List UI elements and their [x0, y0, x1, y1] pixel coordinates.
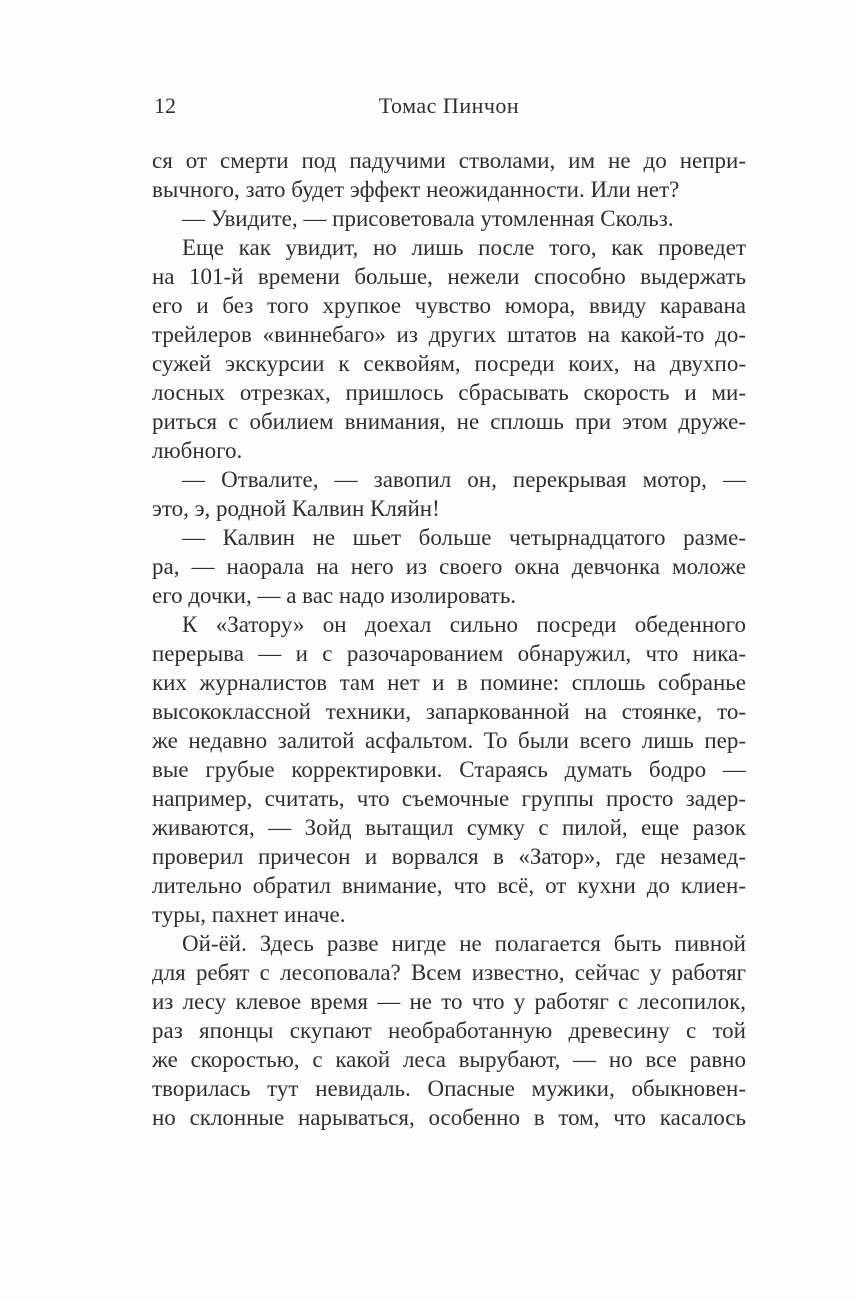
page-number: 12: [154, 93, 176, 118]
text-line: риться с обилием внимания, не сплошь при этом друже-: [152, 409, 746, 434]
page-header: [152, 93, 746, 123]
text-line: Ой-ёй. Здесь разве нигде не полагается быть пивной: [182, 931, 746, 956]
text-line: его дочки, — а вас надо изолировать.: [152, 583, 517, 608]
text-line: Еще как увидит, но лишь после того, как проведет: [182, 235, 746, 260]
text-line: трейлеров «виннебаго» из других штатов на какой-то до-: [152, 322, 746, 347]
text-line: лительно обратил внимание, что всё, от кухни до клиен-: [152, 873, 746, 898]
text-line: ра, — наорала на него из своего окна девчонка моложе: [152, 554, 746, 579]
text-line: например, считать, что съемочные группы просто задер-: [152, 786, 746, 811]
text-line: — Отвалите, — завопил он, перекрывая мотор, —: [182, 467, 746, 492]
text-line: живаются, — Зойд вытащил сумку с пилой, еще разок: [152, 815, 746, 840]
text-line: сужей экскурсии к секвойям, посреди коих, на двухпо-: [152, 351, 746, 376]
text-line: любного.: [152, 438, 243, 463]
text-line: лосных отрезках, пришлось сбрасывать скорость и ми-: [152, 380, 746, 405]
text-line: для ребят с лесоповала? Всем известно, сейчас у работяг: [152, 960, 746, 985]
text-line: из лесу клевое время — не то что у работяг с лесопилок,: [152, 989, 746, 1014]
text-line: раз японцы скупают необработанную древесину с той: [152, 1018, 746, 1043]
text-line: это, э, родной Калвин Кляйн!: [152, 496, 440, 521]
text-line: высококлассной техники, запаркованной на стоянке, то-: [152, 699, 746, 724]
text-line: К «Затору» он доехал сильно посреди обеденного: [182, 612, 746, 637]
text-line: же скоростью, с какой леса вырубают, — но все равно: [152, 1047, 746, 1072]
text-line: но склонные нарываться, особенно в том, что касалось: [152, 1105, 746, 1130]
text-line: же недавно залитой асфальтом. То были всего лишь пер-: [152, 728, 746, 753]
text-line: перерыва — и с разочарованием обнаружил, что ника-: [152, 641, 746, 666]
running-header-author: Томас Пинчон: [378, 93, 520, 118]
text-line: ких журналистов там нет и в помине: сплошь собранье: [152, 670, 746, 695]
text-line: его и без того хрупкое чувство юмора, ввиду каравана: [152, 293, 746, 318]
text-line: туры, пахнет иначе.: [152, 902, 346, 927]
text-line: вые грубые корректировки. Стараясь думать бодро —: [152, 757, 746, 782]
text-line: на 101-й времени больше, нежели способно выдержать: [152, 264, 746, 289]
text-line: творилась тут невидаль. Опасные мужики, обыкновен-: [152, 1076, 746, 1101]
text-line: — Калвин не шьет больше четырнадцатого разме-: [182, 525, 746, 550]
text-line: — Увидите, — присоветовала утомленная Скольз.: [182, 206, 674, 231]
text-line: вычного, зато будет эффект неожиданности. Или нет?: [152, 177, 680, 202]
text-block: [152, 146, 746, 1132]
text-line: ся от смерти под падучими стволами, им не до непри-: [152, 148, 746, 173]
text-line: проверил причесон и ворвался в «Затор», где незамед-: [152, 844, 746, 869]
